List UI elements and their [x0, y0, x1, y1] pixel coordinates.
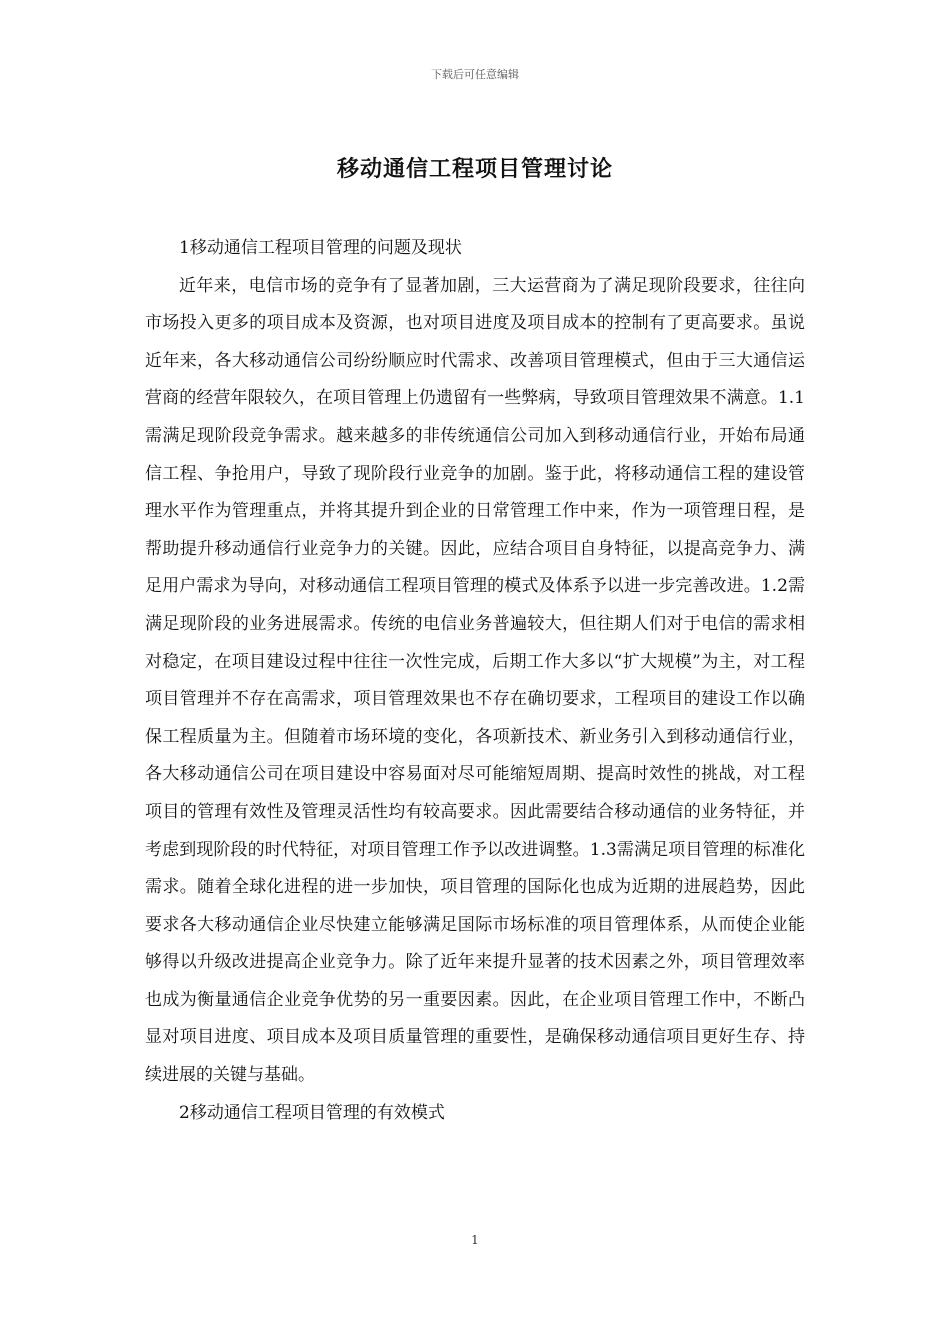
header-note: 下载后可任意编辑 [431, 68, 519, 81]
page-number: 1 [471, 1233, 479, 1247]
section-heading-1: 1移动通信工程项目管理的问题及现状 [179, 238, 462, 258]
section-heading-2: 2移动通信工程项目管理的有效模式 [179, 1102, 445, 1123]
document-title: 移动通信工程项目管理讨论 [336, 157, 613, 182]
document-body [145, 230, 805, 1132]
body-paragraph: 近年来，电信市场的竞争有了显著加剧，三大运营商为了满足现阶段要求，往往向市场投入更多的项目成本及资源，也对项目进度及项目成本的控制有了更高要求。虽说近年来，各大移动通信公司纷纷顺应时代需求、改善项目管理模式，但由于三大通信运营商的经营年限较久，在项目管理上仍遗留有一些弊病，导致项目管理效果不满意。1.1需满足现阶段竞争需求。越来越多的非传统通信公司加入到移动通信行业，开始布局通信工程、争抢用户，导致了现阶段行业竞争的加剧。鉴于此，将移动通信工程的建设管理水平作为管理重点，并将其提升到企业的日常管理工作中来，作为一项管理日程，是帮助提升移动通信行业竞争力的关键。因此，应结合项目自身特征，以提高竞争力、满足用户需求为导向，对移动通信工程项目管理的模式及体系予以进一步完善改进。1.2需满足现阶段的业务进展需求。传统的电信业务普遍较大，但往期人们对于电信的需求相对稳定，在项目建设过程中往往一次性完成，后期工作大多以“扩大规模”为主，对工程项目管理并不存在高需求，项目管理效果也不存在确切要求，工程项目的建设工作以确保工程质量为主。但随着市场环境的变化，各项新技术、新业务引入到移动通信行业，各大移动通信公司在项目建设中容易面对尽可能缩短周期、提高时效性的挑战，对工程项目的管理有效性及管理灵活性均有较高要求。因此需要结合移动通信的业务特征，并考虑到现阶段的时代特征，对项目管理工作予以改进调整。1.3需满足项目管理的标准化需求。随着全球化进程的进一步加快，项目管理的国际化也成为近期的进展趋势，因此要求各大移动通信企业尽快建立能够满足国际市场标准的项目管理体系，从而使企业能够得以升级改进提高企业竞争力。除了近年来提升显著的技术因素之外，项目管理效率也成为衡量通信企业竞争优势的另一重要因素。因此，在企业项目管理工作中，不断凸显对项目进度、项目成本及项目质量管理的重要性，是确保移动通信项目更好生存、持续进展的关键与基础。 [145, 275, 805, 1086]
